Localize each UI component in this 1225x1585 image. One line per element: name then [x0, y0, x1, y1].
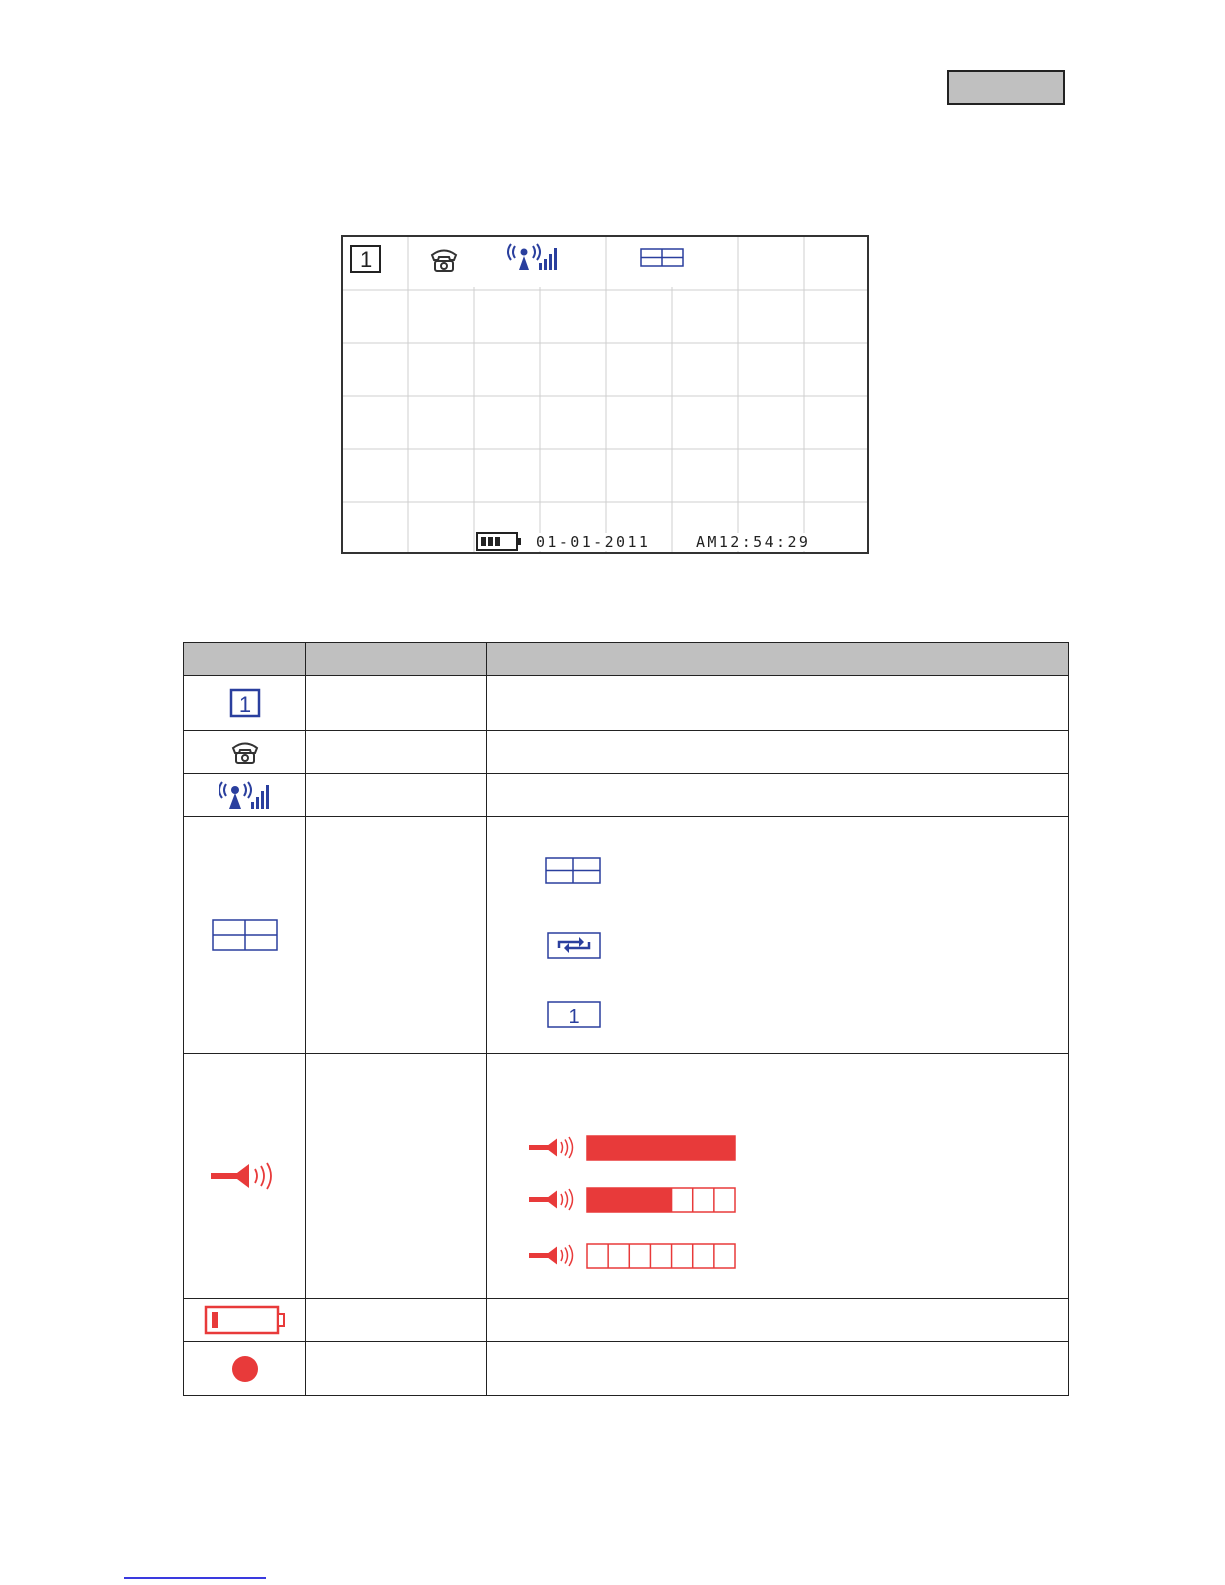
row-description	[487, 1299, 1069, 1342]
phone-icon	[432, 251, 456, 272]
icon-legend-table	[183, 642, 1069, 1396]
signal-strength-icon	[219, 780, 271, 810]
language-tab	[947, 70, 1065, 105]
footer-link-underline	[124, 1577, 266, 1579]
status-time: AM12:54:29	[696, 533, 811, 551]
quad-view-icon	[546, 858, 600, 883]
phone-icon	[230, 739, 260, 765]
screen-grid	[343, 237, 867, 552]
row-description	[487, 731, 1069, 774]
header-description	[487, 643, 1069, 676]
volume-icon	[209, 1158, 281, 1194]
row-name	[306, 1054, 487, 1299]
view-mode-options	[487, 818, 1067, 1053]
table-row	[184, 1299, 1069, 1342]
row-name	[306, 1299, 487, 1342]
volume-bar-fill	[587, 1136, 735, 1160]
channel-number-text: 1	[360, 247, 373, 272]
volume-level-item	[529, 1188, 735, 1212]
row-name	[306, 817, 487, 1054]
single-view-icon-text: 1	[568, 1005, 580, 1028]
table-row	[184, 1054, 1069, 1299]
table-row	[184, 774, 1069, 817]
row-name	[306, 774, 487, 817]
status-date: 01-01-2011	[536, 533, 651, 551]
quad-view-icon	[641, 249, 683, 266]
monitor-screen	[341, 235, 869, 554]
row-description	[487, 774, 1069, 817]
single-view-icon	[548, 1002, 600, 1028]
volume-icon	[529, 1245, 573, 1266]
volume-level-item	[529, 1136, 735, 1160]
channel-number-icon	[229, 688, 261, 718]
header-icon	[184, 643, 306, 676]
row-description	[487, 1054, 1069, 1299]
battery-icon	[477, 533, 521, 550]
record-icon	[230, 1354, 260, 1384]
volume-bar-outline	[587, 1244, 735, 1268]
volume-level-list	[487, 1055, 1067, 1298]
low-battery-icon	[204, 1305, 286, 1335]
table-row	[184, 731, 1069, 774]
volume-level-item	[529, 1244, 735, 1268]
volume-icon	[529, 1137, 573, 1158]
row-description	[487, 676, 1069, 731]
table-header-row	[184, 643, 1069, 676]
row-name	[306, 1342, 487, 1396]
row-description	[487, 1342, 1069, 1396]
table-row	[184, 676, 1069, 731]
row-name	[306, 731, 487, 774]
volume-icon	[529, 1189, 573, 1210]
row-name	[306, 676, 487, 731]
view-mode-icon	[212, 919, 278, 951]
channel-number-icon-text: 1	[238, 692, 251, 717]
header-name	[306, 643, 487, 676]
signal-strength-icon	[508, 244, 557, 270]
volume-bar-fill	[587, 1188, 671, 1212]
table-row	[184, 1342, 1069, 1396]
table-row	[184, 817, 1069, 1054]
scan-mode-icon	[548, 933, 600, 958]
row-description	[487, 817, 1069, 1054]
